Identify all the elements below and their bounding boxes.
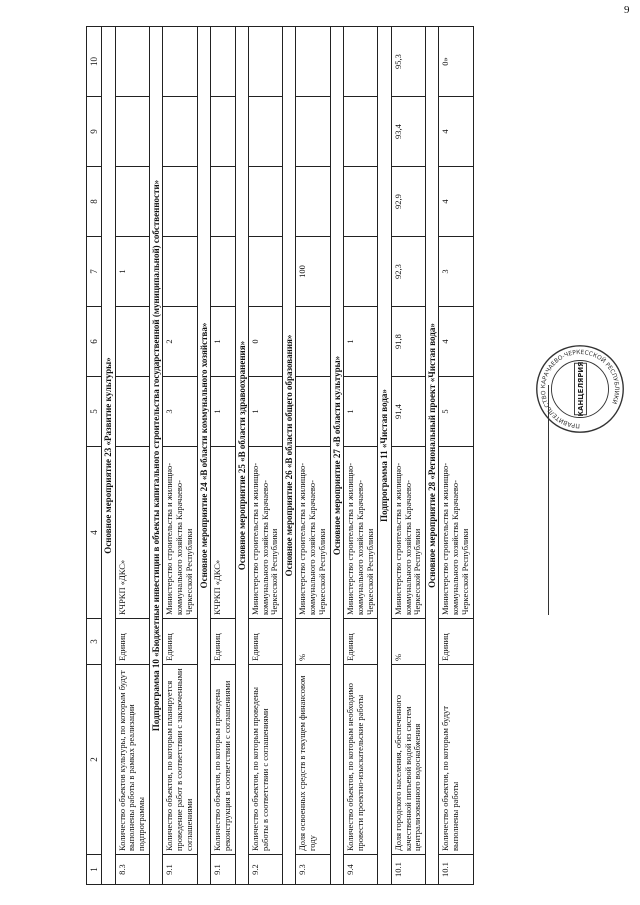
table-row xyxy=(439,27,473,885)
responsible: Министерство строительства и жилищно-коммунального хозяйства Карачаево-Черкесской Республики xyxy=(248,447,282,619)
section-heading-row xyxy=(102,27,115,885)
value-2024: 4 xyxy=(439,97,473,167)
svg-text:ПРАВИТЕЛЬСТВО КАРАЧАЕВО-ЧЕРКЕС: ПРАВИТЕЛЬСТВО КАРАЧАЕВО-ЧЕРКЕССКОЙ РЕСПУБЛИКИ xyxy=(539,348,621,430)
table-row xyxy=(115,27,149,885)
section-heading: Основное мероприятие 23 «Развитие культуры» xyxy=(102,27,115,885)
value-2024 xyxy=(344,97,378,167)
value-2025: 0» xyxy=(439,27,473,97)
indicator-name: Количество объектов, по которым будут выполнены работы xyxy=(439,665,473,855)
header-row xyxy=(87,27,102,885)
value-2021: 1 xyxy=(344,307,378,377)
value-2022: 92,3 xyxy=(391,237,425,307)
value-2022 xyxy=(248,237,282,307)
responsible: Министерство строительства и жилищно-коммунального хозяйства Карачаево-Черкесской Республики xyxy=(439,447,473,619)
section-heading-row xyxy=(235,27,248,885)
column-number: 6 xyxy=(87,307,102,377)
section-heading-row xyxy=(378,27,391,885)
table-row xyxy=(344,27,378,885)
unit: % xyxy=(391,619,425,665)
column-number: 8 xyxy=(87,167,102,237)
value-2024 xyxy=(115,97,149,167)
page-number: 9 xyxy=(624,4,630,16)
value-2022 xyxy=(344,237,378,307)
value-2023 xyxy=(163,167,197,237)
column-number: 10 xyxy=(87,27,102,97)
value-2024 xyxy=(163,97,197,167)
row-number: 9.1 xyxy=(210,855,235,885)
column-number: 4 xyxy=(87,447,102,619)
table-row xyxy=(163,27,197,885)
section-heading-row xyxy=(149,27,162,885)
row-number: 8.3 xyxy=(115,855,149,885)
indicator-name: Количество объектов, по которым планируется проведение работ в соответствии с заключенными соглашениями xyxy=(163,665,197,855)
row-number: 9.4 xyxy=(344,855,378,885)
responsible: КЧРКП «ДКС» xyxy=(115,447,149,619)
column-number: 3 xyxy=(87,619,102,665)
column-number: 2 xyxy=(87,665,102,855)
value-2020 xyxy=(115,377,149,447)
value-2020: 1 xyxy=(210,377,235,447)
unit: % xyxy=(296,619,330,665)
value-2021 xyxy=(115,307,149,377)
value-2024 xyxy=(296,97,330,167)
value-2025 xyxy=(344,27,378,97)
value-2023 xyxy=(115,167,149,237)
section-heading-row xyxy=(283,27,296,885)
value-2023 xyxy=(248,167,282,237)
value-2021 xyxy=(296,307,330,377)
value-2022: 1 xyxy=(115,237,149,307)
table-row xyxy=(391,27,425,885)
value-2024: 93,4 xyxy=(391,97,425,167)
column-number: 9 xyxy=(87,97,102,167)
value-2023: 92,9 xyxy=(391,167,425,237)
responsible: Министерство строительства и жилищно-коммунального хозяйства Карачаево-Черкесской Республики xyxy=(391,447,425,619)
section-heading: Основное мероприятие 25 «В области здравоохранения» xyxy=(235,27,248,885)
unit: Единиц xyxy=(248,619,282,665)
value-2022 xyxy=(210,237,235,307)
value-2023: 4 xyxy=(439,167,473,237)
section-heading: Основное мероприятие 27 «В области культуры» xyxy=(330,27,343,885)
value-2020: 5 xyxy=(439,377,473,447)
section-heading-row xyxy=(197,27,210,885)
value-2021: 4 xyxy=(439,307,473,377)
value-2023 xyxy=(210,167,235,237)
value-2023 xyxy=(344,167,378,237)
responsible: Министерство строительства и жилищно-коммунального хозяйства Карачаево-Черкесской Республики xyxy=(344,447,378,619)
responsible: Министерство строительства и жилищно-коммунального хозяйства Карачаево-Черкесской Республики xyxy=(163,447,197,619)
value-2025: 95,3 xyxy=(391,27,425,97)
indicator-name: Доля освоенных средств в текущем финансовом году xyxy=(296,665,330,855)
value-2025 xyxy=(248,27,282,97)
indicator-name: Количество объектов, по которым необходимо провести проектно-изыскательские работы xyxy=(344,665,378,855)
section-heading: Подпрограмма 10 «Бюджетные инвестиции в объекты капитального строительства государственной (муниципальной) собственности» xyxy=(149,27,162,885)
table-body xyxy=(87,27,474,885)
responsible: Министерство строительства и жилищно-коммунального хозяйства Карачаево-Черкесской Республики xyxy=(296,447,330,619)
row-number: 10.1 xyxy=(391,855,425,885)
table-row xyxy=(296,27,330,885)
indicator-name: Количество объектов культуры, по которым будут выполнены работы в рамках реализации подпрограммы xyxy=(115,665,149,855)
section-heading: Основное мероприятие 24 «В области коммунального хозяйства» xyxy=(197,27,210,885)
value-2020: 1 xyxy=(248,377,282,447)
svg-text:КАНЦЕЛЯРИЯ: КАНЦЕЛЯРИЯ xyxy=(577,361,586,417)
value-2020: 3 xyxy=(163,377,197,447)
section-heading: Основное мероприятие 26 «В области общего образования» xyxy=(283,27,296,885)
value-2025 xyxy=(115,27,149,97)
unit: Единиц xyxy=(344,619,378,665)
official-seal xyxy=(534,343,626,435)
row-number: 9.1 xyxy=(163,855,197,885)
unit: Единиц xyxy=(163,619,197,665)
value-2021: 2 xyxy=(163,307,197,377)
value-2024 xyxy=(210,97,235,167)
value-2021: 1 xyxy=(210,307,235,377)
unit: Единиц xyxy=(439,619,473,665)
section-heading: Подпрограмма 11 «Чистая вода» xyxy=(378,27,391,885)
value-2023 xyxy=(296,167,330,237)
value-2024 xyxy=(248,97,282,167)
unit: Единиц xyxy=(210,619,235,665)
table-row xyxy=(248,27,282,885)
value-2022 xyxy=(163,237,197,307)
value-2025 xyxy=(210,27,235,97)
column-number: 7 xyxy=(87,237,102,307)
column-number: 1 xyxy=(87,855,102,885)
table-row xyxy=(210,27,235,885)
value-2020 xyxy=(296,377,330,447)
indicators-table xyxy=(86,26,474,885)
row-number: 9.3 xyxy=(296,855,330,885)
section-heading-row xyxy=(426,27,439,885)
value-2022: 100 xyxy=(296,237,330,307)
unit: Единиц xyxy=(115,619,149,665)
value-2022: 3 xyxy=(439,237,473,307)
row-number: 9.2 xyxy=(248,855,282,885)
indicator-name: Количество объектов, по которым проведены работы в соответствии с соглашениями xyxy=(248,665,282,855)
indicator-name: Количество объектов, по которым проведена реконструкция в соответствии с соглашениями xyxy=(210,665,235,855)
row-number: 10.1 xyxy=(439,855,473,885)
section-heading-row xyxy=(330,27,343,885)
value-2025 xyxy=(296,27,330,97)
column-number: 5 xyxy=(87,377,102,447)
section-heading: Основное мероприятие 28 «Региональный проект «Чистая вода» xyxy=(426,27,439,885)
indicator-name: Доля городского населения, обеспеченного качественной питьевой водой из систем централизованного водоснабжения xyxy=(391,665,425,855)
value-2021: 91,8 xyxy=(391,307,425,377)
responsible: КЧРКП «ДКС» xyxy=(210,447,235,619)
value-2025 xyxy=(163,27,197,97)
value-2021: 0 xyxy=(248,307,282,377)
value-2020: 1 xyxy=(344,377,378,447)
value-2020: 91,4 xyxy=(391,377,425,447)
